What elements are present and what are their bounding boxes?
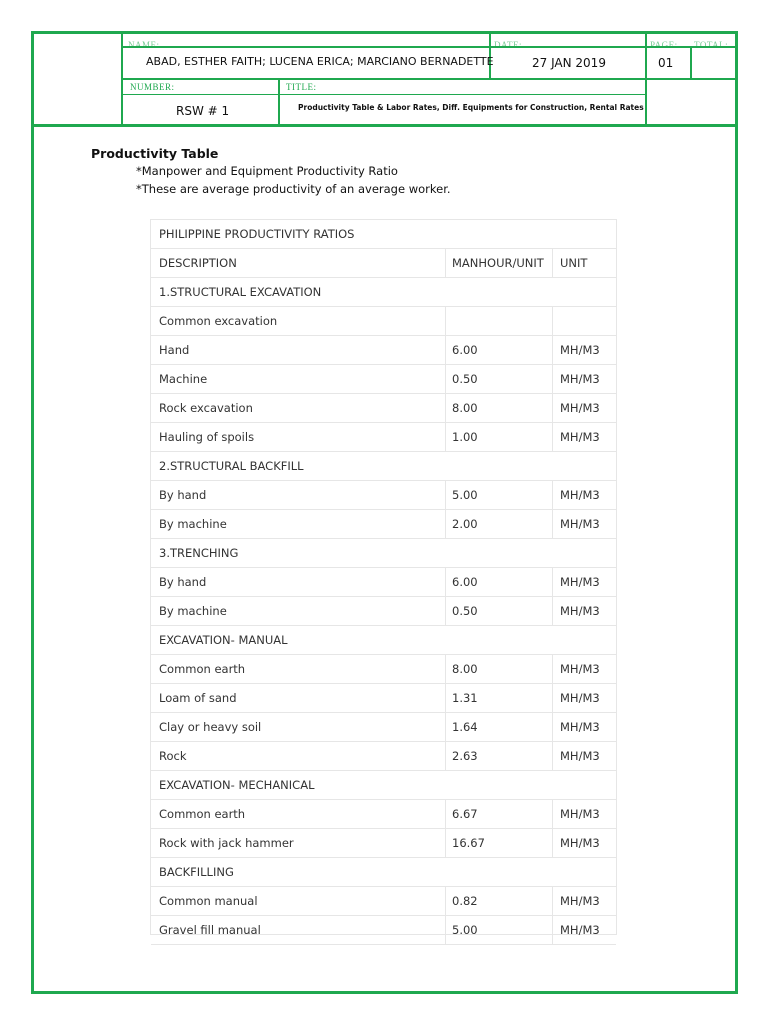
date-label: DATE: [494, 40, 522, 50]
header-manhour: MANHOUR/UNIT [452, 256, 544, 270]
table-row [151, 829, 616, 858]
table-group-row [151, 278, 616, 307]
header-row1-bottom [121, 78, 737, 80]
row-description: Hand [159, 343, 190, 357]
row-manhour: 2.00 [452, 517, 478, 531]
table-row [151, 742, 616, 771]
row-description: Rock [159, 749, 187, 763]
row-description: Common earth [159, 807, 246, 821]
page-number-field: 01 [658, 56, 674, 70]
row-manhour: 0.82 [452, 894, 478, 908]
row-unit: MH/M3 [560, 720, 600, 734]
header-unit: UNIT [560, 256, 588, 270]
row-unit: MH/M3 [560, 691, 600, 705]
table-row [151, 307, 616, 336]
row-description: Hauling of spoils [159, 430, 255, 444]
total-label: TOTAL: [694, 40, 729, 50]
row-manhour: 0.50 [452, 604, 478, 618]
date-field: 27 JAN 2019 [532, 56, 606, 70]
table-row [151, 684, 616, 713]
row-description: By machine [159, 517, 227, 531]
table-row [151, 597, 616, 626]
row-manhour: 1.64 [452, 720, 478, 734]
row-description: By hand [159, 488, 207, 502]
group-title: 3.TRENCHING [159, 546, 239, 560]
row-description: Common manual [159, 894, 258, 908]
title-label: TITLE: [286, 82, 317, 92]
table-row [151, 916, 616, 945]
table-row [151, 713, 616, 742]
name-label: NAME: [128, 40, 160, 50]
row-manhour: 5.00 [452, 488, 478, 502]
table-caption: PHILIPPINE PRODUCTIVITY RATIOS [159, 227, 355, 241]
group-title: EXCAVATION- MANUAL [159, 633, 288, 647]
row-description: By hand [159, 575, 207, 589]
row-unit: MH/M3 [560, 488, 600, 502]
header-bottom-rule [31, 124, 737, 127]
group-title: 1.STRUCTURAL EXCAVATION [159, 285, 322, 299]
page-label: PAGE: [650, 40, 678, 50]
row-manhour: 6.00 [452, 575, 478, 589]
header-title-divider [278, 80, 280, 127]
table-row [151, 887, 616, 916]
row-manhour: 1.31 [452, 691, 478, 705]
row-manhour: 2.63 [452, 749, 478, 763]
row-manhour: 0.50 [452, 372, 478, 386]
row-unit: MH/M3 [560, 372, 600, 386]
table-row [151, 365, 616, 394]
row-manhour: 1.00 [452, 430, 478, 444]
row-manhour: 6.00 [452, 343, 478, 357]
row-unit: MH/M3 [560, 575, 600, 589]
row-manhour: 6.67 [452, 807, 478, 821]
table-group-row [151, 771, 616, 800]
table-group-row [151, 626, 616, 655]
note-manpower: *Manpower and Equipment Productivity Ratio [136, 164, 398, 178]
table-row [151, 423, 616, 452]
row-unit: MH/M3 [560, 923, 600, 937]
table-row [151, 336, 616, 365]
row-description: Loam of sand [159, 691, 237, 705]
title-field: Productivity Table & Labor Rates, Diff. Equipments for Construction, Rental Rates [298, 103, 644, 112]
row-unit: MH/M3 [560, 604, 600, 618]
table-row [151, 655, 616, 684]
row-unit: MH/M3 [560, 430, 600, 444]
row-manhour: 5.00 [452, 923, 478, 937]
table-row [151, 800, 616, 829]
row-unit: MH/M3 [560, 343, 600, 357]
section-title: Productivity Table [91, 146, 219, 161]
note-average: *These are average productivity of an average worker. [136, 182, 451, 196]
table-row [151, 481, 616, 510]
row-manhour: 16.67 [452, 836, 485, 850]
table-group-row [151, 858, 616, 887]
row-manhour: 8.00 [452, 662, 478, 676]
row-unit: MH/M3 [560, 807, 600, 821]
table-row [151, 510, 616, 539]
row-unit: MH/M3 [560, 894, 600, 908]
row-manhour: 8.00 [452, 401, 478, 415]
row-unit: MH/M3 [560, 749, 600, 763]
number-label: NUMBER: [130, 82, 175, 92]
row-description: Gravel fill manual [159, 923, 261, 937]
table-header-row [151, 249, 616, 278]
row-unit: MH/M3 [560, 517, 600, 531]
header-label-rule [121, 94, 647, 95]
table-caption-row [151, 220, 616, 249]
header-total-divider [690, 46, 692, 80]
table-row [151, 394, 616, 423]
table-group-row [151, 452, 616, 481]
row-unit: MH/M3 [560, 662, 600, 676]
row-unit: MH/M3 [560, 401, 600, 415]
header-row1-top [121, 46, 737, 48]
group-title: BACKFILLING [159, 865, 234, 879]
row-description: Common excavation [159, 314, 278, 328]
row-description: Rock with jack hammer [159, 836, 294, 850]
header-description: DESCRIPTION [159, 256, 237, 270]
number-field: RSW # 1 [176, 104, 230, 118]
table-group-row [151, 539, 616, 568]
row-description: By machine [159, 604, 227, 618]
row-description: Rock excavation [159, 401, 253, 415]
names-field: ABAD, ESTHER FAITH; LUCENA ERICA; MARCIANO BERNADETTE [146, 55, 494, 68]
group-title: 2.STRUCTURAL BACKFILL [159, 459, 304, 473]
row-description: Common earth [159, 662, 246, 676]
productivity-table [151, 220, 616, 945]
group-title: EXCAVATION- MECHANICAL [159, 778, 315, 792]
row-description: Machine [159, 372, 208, 386]
table-row [151, 568, 616, 597]
row-description: Clay or heavy soil [159, 720, 262, 734]
row-unit: MH/M3 [560, 836, 600, 850]
